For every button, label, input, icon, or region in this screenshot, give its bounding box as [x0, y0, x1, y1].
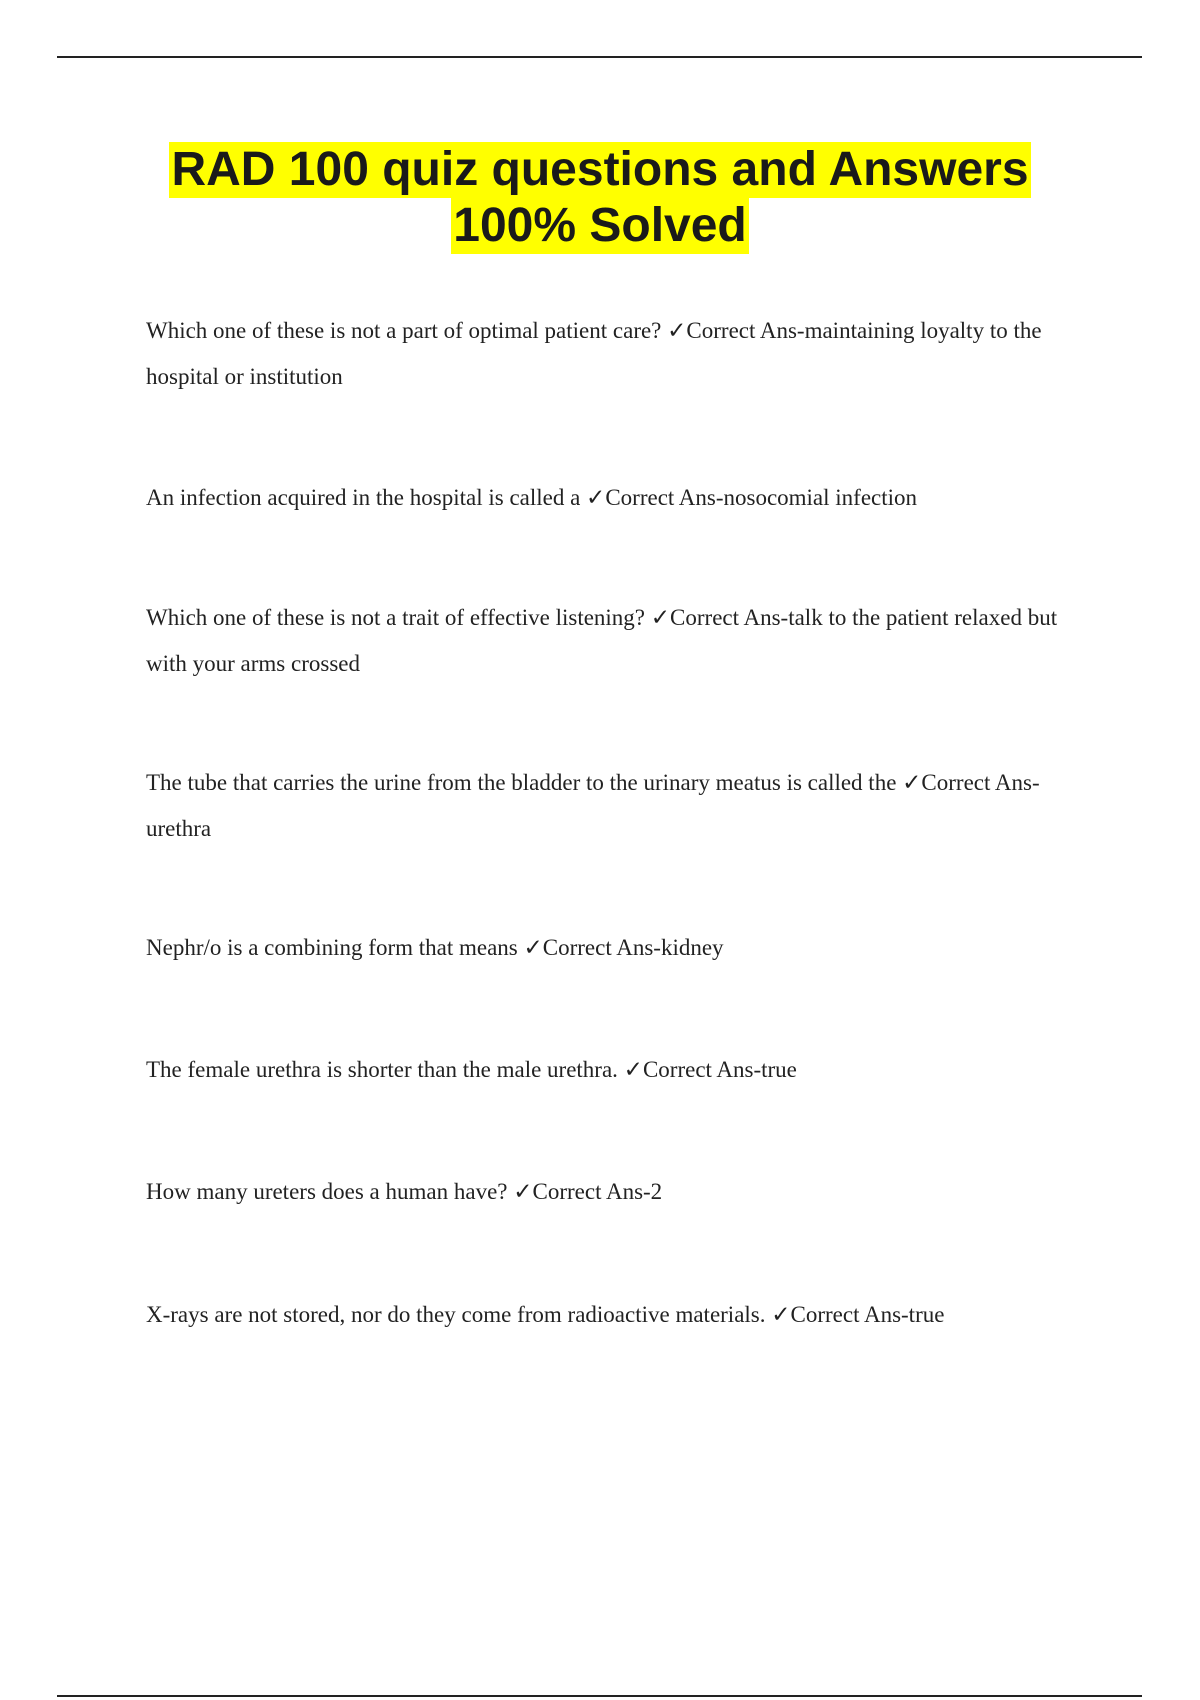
qa-item: Which one of these is not a part of optimal patient care? ✓Correct Ans-maintaining loyalty to the hospital or institution	[146, 318, 1042, 389]
qa-item: Nephr/o is a combining form that means ✓Correct Ans-kidney	[146, 935, 724, 960]
title-line-2: 100% Solved	[453, 199, 747, 252]
footer-rule	[57, 1695, 1142, 1697]
qa-item: An infection acquired in the hospital is called a ✓Correct Ans-nosocomial infection	[146, 485, 918, 510]
qa-item: The tube that carries the urine from the bladder to the urinary meatus is called the ✓Correct Ans-urethra	[146, 770, 1040, 841]
qa-item: Which one of these is not a trait of effective listening? ✓Correct Ans-talk to the patient relaxed but with your arms crossed	[146, 605, 1058, 676]
qa-item: The female urethra is shorter than the male urethra. ✓Correct Ans-true	[146, 1057, 797, 1082]
header-rule	[57, 56, 1142, 58]
qa-item: X-rays are not stored, nor do they come from radioactive materials. ✓Correct Ans-true	[146, 1302, 945, 1327]
title-line-1: RAD 100 quiz questions and Answers	[171, 143, 1029, 196]
document-title	[0, 142, 1200, 254]
qa-item: How many ureters does a human have? ✓Correct Ans-2	[146, 1179, 663, 1204]
